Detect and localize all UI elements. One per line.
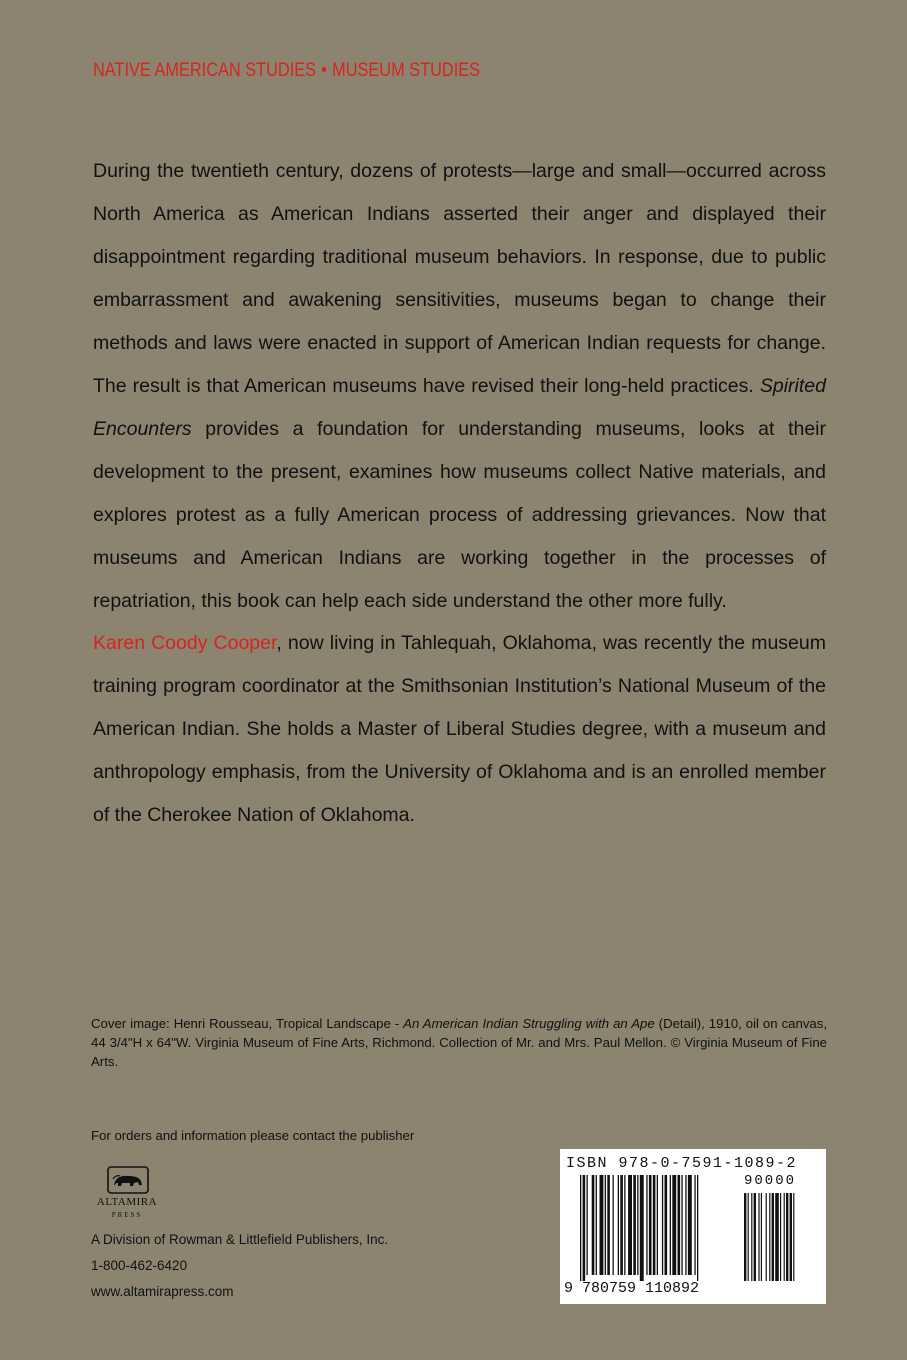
barcode-bar [613, 1175, 614, 1275]
barcode-bar [758, 1193, 759, 1281]
barcode-bar [685, 1175, 686, 1275]
description-part2: provides a foundation for understanding museums, looks at their development to the present, examines how museums collect Native materials, and explores protest as a fully American process of addressing grievances. Now that museums and American Indians are working together in the processes of repatriation, this book can help each side understand the other more fully. [93, 418, 826, 612]
barcode-bar [670, 1175, 671, 1275]
barcode-bar [761, 1193, 762, 1281]
barcode-bar [672, 1175, 676, 1275]
barcode-bar [596, 1175, 597, 1275]
barcode-bar [748, 1193, 749, 1281]
author-bio [93, 622, 826, 837]
barcode-bar [769, 1193, 770, 1281]
cover-credit-part1: Cover image: Henri Rousseau, Tropical Landscape - [91, 1016, 404, 1031]
barcode-bar [653, 1175, 656, 1275]
barcode-bar [681, 1175, 682, 1275]
barcode-bar [665, 1175, 668, 1275]
barcode-bar [640, 1175, 644, 1281]
author-name: Karen Coody Cooper [93, 632, 277, 654]
barcode-bar [754, 1193, 756, 1281]
barcode-bar [744, 1193, 746, 1281]
series-right: MUSEUM STUDIES [332, 60, 481, 81]
barcode-bar [657, 1175, 658, 1275]
barcode-bar [775, 1193, 779, 1281]
painting-title: An American Indian Struggling with an Ape [403, 1016, 655, 1031]
description-part1: During the twentieth century, dozens of protests—large and small—occurred across North America as American Indians asserted their anger and displayed their disappointment regarding traditional museum behaviors. In response, due to public embarrassment and awakening sensitivities, museums began to change their methods and laws were enacted in support of American Indian requests for change. The result is that American museums have revised their long-held practices. [93, 160, 826, 397]
barcode-bar [646, 1175, 647, 1275]
series-heading [93, 60, 480, 82]
cover-credit [91, 1014, 827, 1071]
barcode-bar [694, 1175, 695, 1275]
publisher-logo [92, 1166, 162, 1226]
series-left: NATIVE AMERICAN STUDIES [93, 60, 317, 81]
ean-digits: 9 780759 110892 [564, 1280, 700, 1297]
barcode-bar [620, 1175, 623, 1275]
barcode-bar [600, 1175, 604, 1275]
cover-credit-part2: (Detail), 1910, oil on canvas, 44 3/4"H x 64"W. Virginia Museum of Fine Arts, Richmond. Collection of Mr. and Mrs. Paul Mellon. © Virginia Museum of Fine Arts. [91, 1016, 828, 1069]
barcode-bar [628, 1175, 632, 1275]
barcode-bar [780, 1193, 781, 1281]
barcode-bar [786, 1193, 788, 1281]
logo-name: ALTAMIRA [96, 1196, 158, 1208]
barcode-bar [624, 1175, 625, 1275]
publisher-division: A Division of Rowman & Littlefield Publishers, Inc. [91, 1232, 389, 1247]
barcode-bar [592, 1175, 595, 1275]
barcode-bar [697, 1175, 698, 1281]
barcode-bar [580, 1175, 581, 1281]
barcode-bar [633, 1175, 636, 1275]
logo-press: PRESS [111, 1211, 143, 1219]
barcode-bar [790, 1193, 792, 1281]
isbn-number: ISBN 978-0-7591-1089-2 [566, 1155, 798, 1172]
barcode-bar [678, 1175, 681, 1275]
orders-info: For orders and information please contact the publisher [91, 1128, 415, 1143]
barcode-bar [605, 1175, 606, 1275]
barcode-bar [649, 1175, 652, 1275]
bison-icon [107, 1166, 149, 1194]
barcode-bar [662, 1175, 663, 1275]
barcode-bar [583, 1175, 586, 1281]
publisher-phone: 1-800-462-6420 [91, 1258, 188, 1273]
barcode-bar [784, 1193, 785, 1281]
book-description [93, 150, 826, 623]
book-title: Spirited Encounters [93, 375, 826, 440]
barcode-bar [793, 1193, 794, 1281]
barcode-bar [607, 1175, 610, 1275]
bio-text: , now living in Tahlequah, Oklahoma, was recently the museum training program coordinator at the Smithsonian Institution’s National Museum of the American Indian. She holds a Master of Liberal Studies degree, with a museum and anthropology emphasis, from the University of Oklahoma and is an enrolled member of the Cherokee Nation of Oklahoma. [93, 632, 826, 826]
addon-price-code: 90000 [744, 1173, 797, 1189]
barcode-bar [587, 1175, 588, 1275]
barcode-bar [637, 1175, 638, 1275]
isbn-barcode [560, 1149, 826, 1304]
barcode-bar [766, 1193, 767, 1281]
publisher-website: www.altamirapress.com [91, 1284, 234, 1299]
barcode-bar [688, 1175, 692, 1275]
barcode-bar [751, 1193, 752, 1281]
barcode-bar [618, 1175, 619, 1275]
barcode-bar [772, 1193, 774, 1281]
series-bullet: • [321, 60, 327, 81]
